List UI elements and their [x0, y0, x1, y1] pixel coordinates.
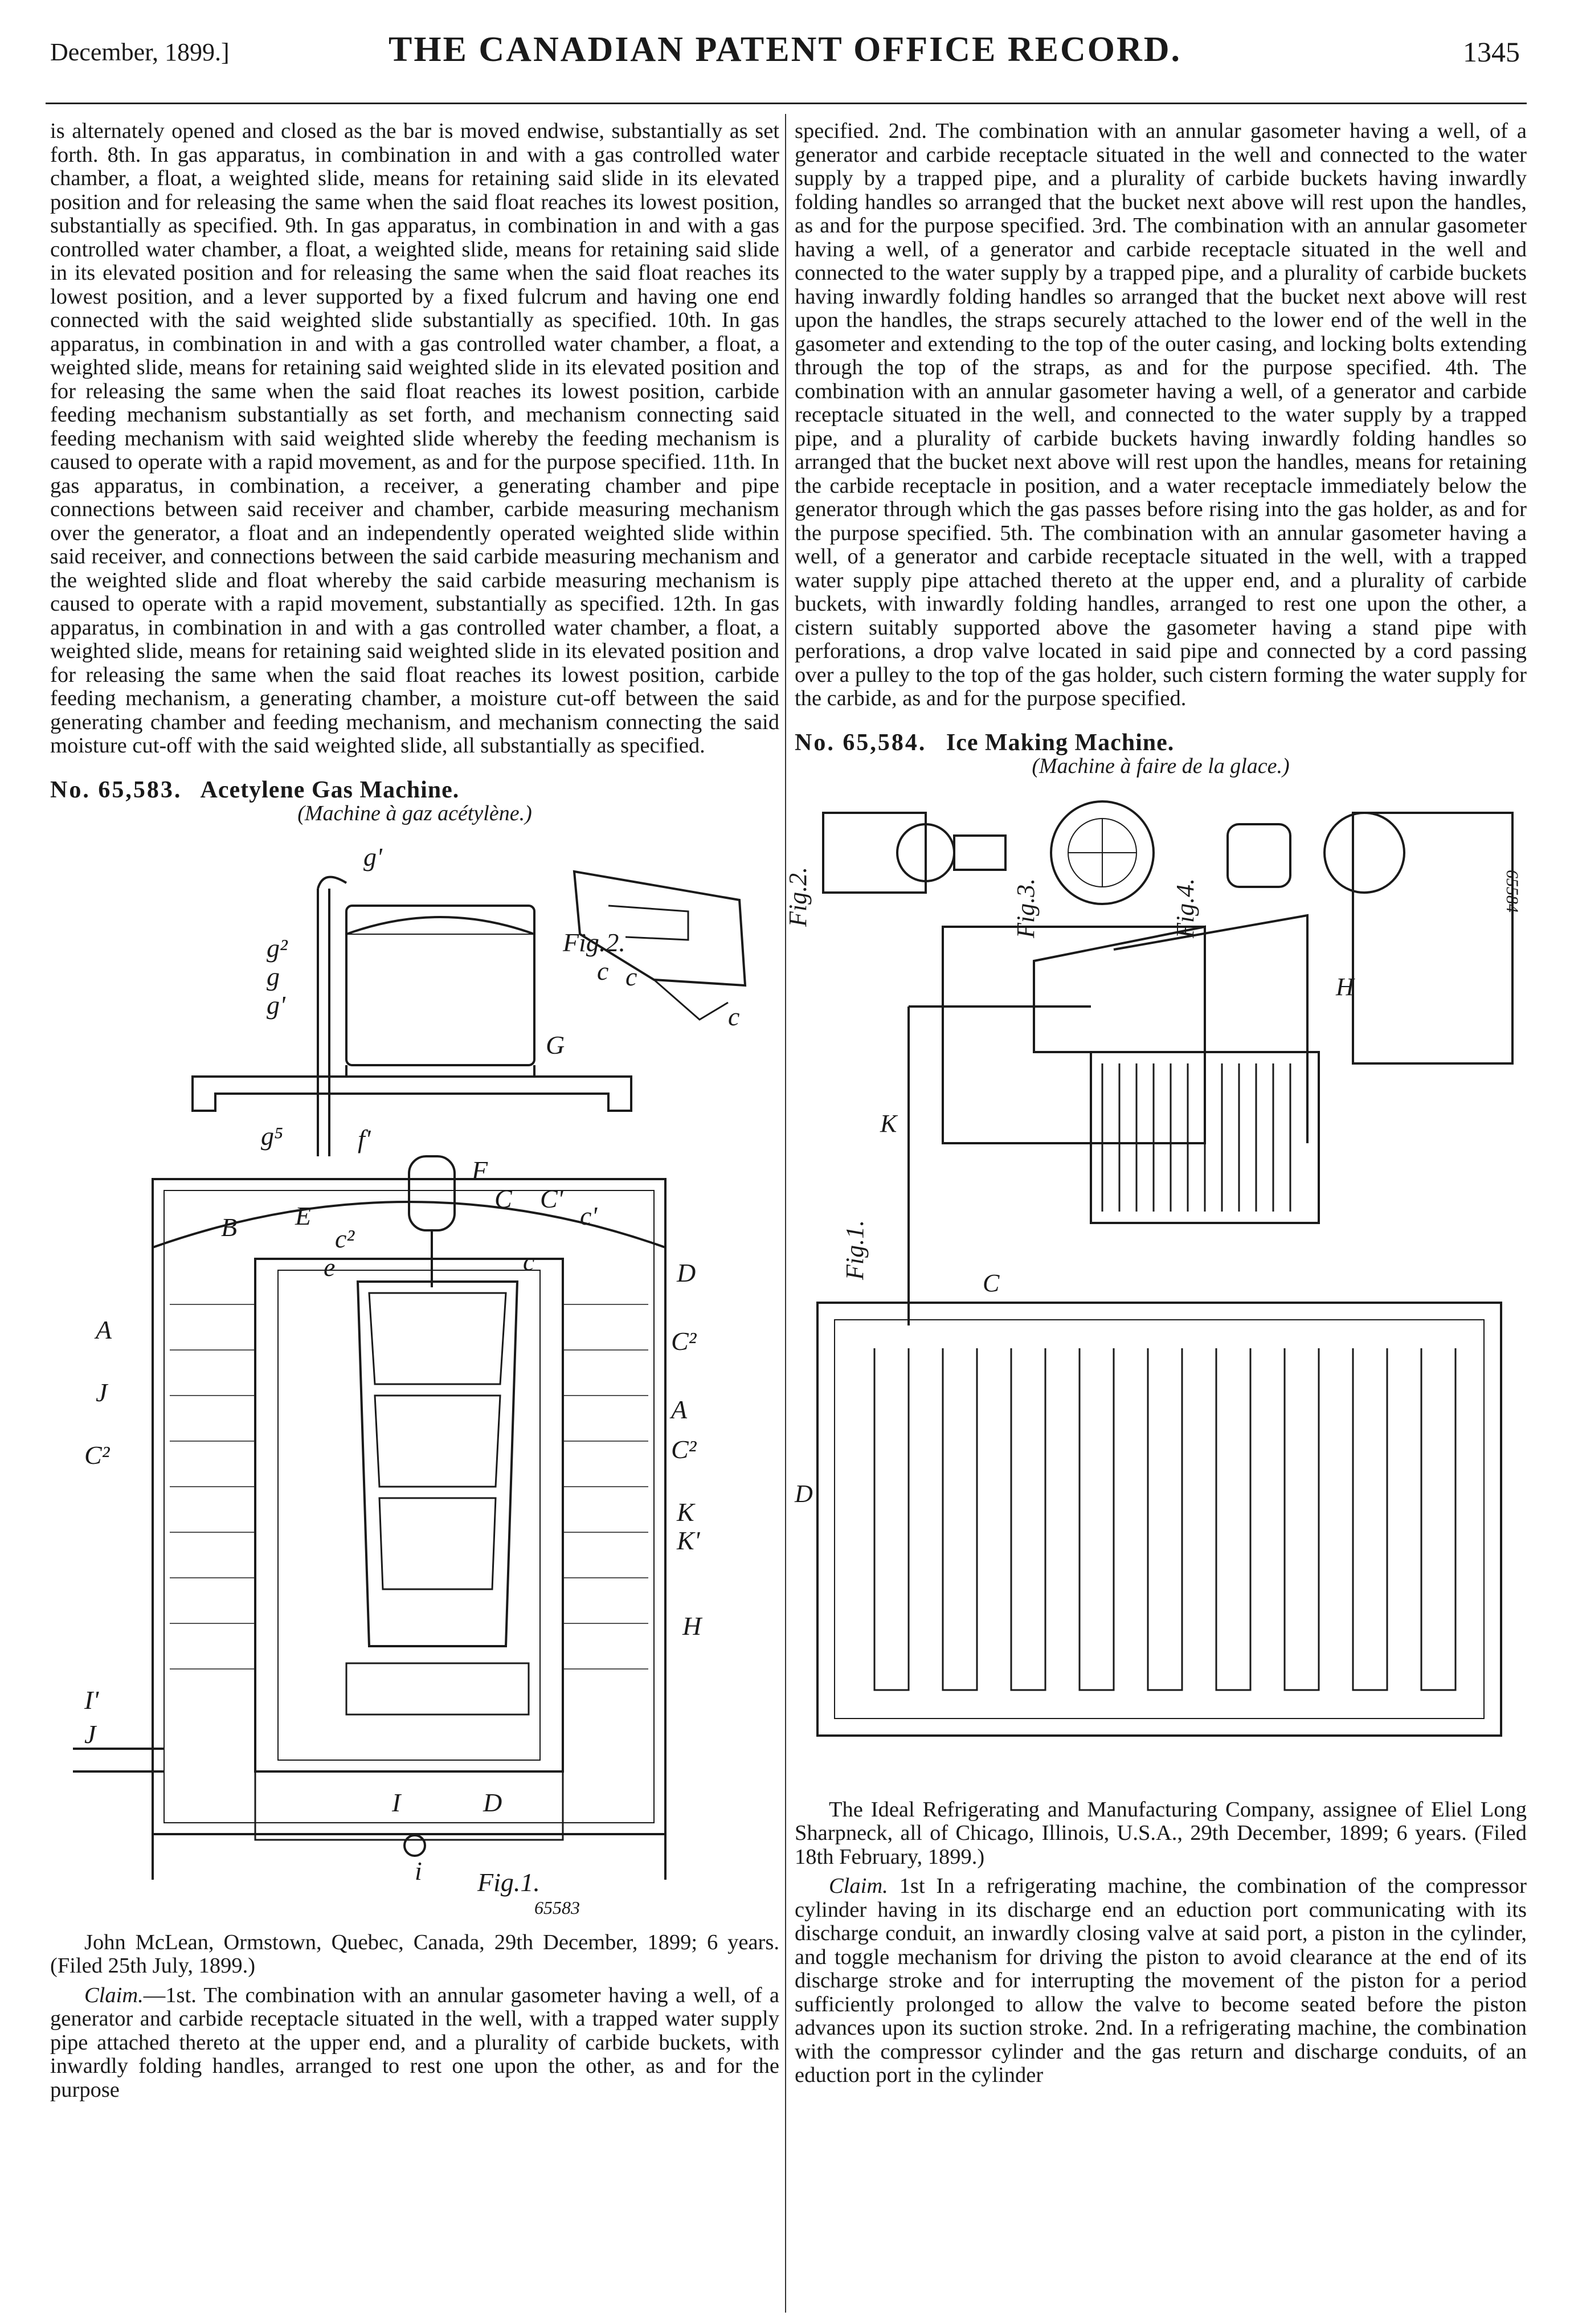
- fig-label-D: D: [677, 1258, 696, 1287]
- journal-title: THE CANADIAN PATENT OFFICE RECORD.: [388, 30, 1182, 69]
- patent-65583-number: No. 65,583.: [50, 776, 182, 803]
- left-column: [50, 120, 779, 2102]
- fig-label-J-b: J: [84, 1719, 96, 1749]
- left-continued-text: is alternately opened and closed as the bar is moved endwise, substantially as set forth. 8th. In gas apparatus, in combination in and with a gas controlled water chamber, a float, a weighted slide, means for retaining said slide in its elevated position and for releasing the same when the said float reaches its lowest position, substantially as specified. 9th. In gas apparatus, in combination in and with a gas controlled water chamber, a float, a weighted slide, means for retaining said slide in its elevated position and for releasing the same when the said float reaches its lowest position, and a lever supported by a fixed fulcrum and having one end connected with the said weighted slide substantially as specified. 10th. In gas apparatus, in combination in and with a gas controlled water chamber, a float, a weighted slide, means for retaining said weighted slide in its elevated position and for releasing the same when the said float reaches its lowest position, carbide feeding mechanism substantially as set forth, and mechanism connecting said feeding mechanism with said weighted slide whereby the feeding mechanism is caused to operate with a rapid movement, as and for the purpose specified. 11th. In gas apparatus, in combination, a receiver, a generating chamber and pipe connections between said receiver and chamber, carbide measuring mechanism over the generator, a float and an independently operated weighted slide within said receiver, and connections between the said carbide measuring mechanism and the weighted slide and float whereby the said carbide measuring mechanism is caused to operate with a rapid movement, substantially as specified. 12th. In gas apparatus, in combination in and with a gas controlled water chamber, a float, a weighted slide, means for retaining said weighted slide in its elevated position and for releasing the same when the said float reaches its lowest position, carbide feeding mechanism, a generating chamber, a moisture cut-off between the said generating chamber and feeding mechanism, and mechanism connecting the said moisture cut-off with the said weighted slide, all substantially as specified.: [50, 119, 779, 758]
- ice-fig-label-D: D: [795, 1479, 813, 1508]
- fig-label-C2-b: C²: [84, 1440, 110, 1470]
- patent-65584-applicant: The Ideal Refrigerating and Manufacturing Company, assignee of Eliel Long Sharpneck, all of Chicago, Illinois, U.S.A., 29th December, 1899; 6 years. (Filed 18th February, 1899.): [795, 1797, 1527, 1869]
- fig-label-K1: K': [677, 1525, 700, 1555]
- ice-fig-label-fig4: Fig.4.: [1171, 878, 1199, 938]
- fig-number-mark: 65583: [534, 1897, 580, 1918]
- fig-label-J: J: [96, 1377, 108, 1407]
- patent-65584-heading: [795, 731, 1527, 755]
- patent-65583-title: Acetylene Gas Machine.: [200, 776, 460, 803]
- patent-65583-claim: [50, 1984, 779, 2102]
- fig-label-c-d: c: [523, 1246, 535, 1276]
- fig-label-A: A: [96, 1315, 112, 1344]
- patent-65584-claim-label: Claim.: [829, 1874, 888, 1898]
- fig-label-G: G: [546, 1030, 565, 1059]
- page-number: 1345: [1463, 36, 1520, 68]
- fig-label-H: H: [682, 1611, 702, 1640]
- patent-65584-claim: [795, 1875, 1527, 2088]
- fig-label-C2-c: C²: [671, 1434, 697, 1464]
- ice-fig-label-fig1: Fig.1.: [841, 1220, 869, 1280]
- patent-65583-applicant: John McLean, Ormstown, Quebec, Canada, 29th December, 1899; 6 years. (Filed 25th July, 1899.): [50, 1930, 779, 1978]
- fig-label-I1: I': [84, 1685, 99, 1715]
- acetylene-machine-figure: [50, 837, 779, 1920]
- fig-label-C: C: [494, 1184, 512, 1213]
- patent-65584-french-title: (Machine à faire de la glace.): [1032, 754, 1290, 778]
- fig-label-K: K: [677, 1497, 694, 1527]
- right-column: [784, 119, 1527, 2088]
- patent-65583-french-title: (Machine à gaz acétylène.): [297, 801, 532, 825]
- fig-label-g5: g⁵: [261, 1121, 283, 1151]
- ice-machine-drawing: [784, 790, 1527, 1787]
- fig-label-g: g: [267, 961, 280, 991]
- page-header: [50, 27, 1520, 79]
- fig-label-i: i: [415, 1856, 422, 1885]
- fig-label-D-b: D: [483, 1787, 502, 1817]
- patent-65583-heading: [50, 776, 779, 803]
- fig-label-F: F: [472, 1155, 488, 1185]
- fig-label-C1: C': [540, 1184, 563, 1213]
- fig-label-fig1: Fig.1.: [477, 1867, 540, 1897]
- acetylene-machine-drawing: [50, 837, 779, 1920]
- fig-label-g1: g': [363, 842, 382, 872]
- fig-label-c2: c²: [335, 1224, 355, 1253]
- fig-label-c1: c': [580, 1201, 598, 1230]
- fig-label-C2-a: C²: [671, 1326, 697, 1356]
- ice-fig-label-H: H: [1336, 972, 1354, 1001]
- fig-label-B: B: [221, 1212, 238, 1242]
- fig-label-g2: g²: [267, 933, 288, 963]
- ice-machine-figure: [784, 790, 1527, 1787]
- fig-label-I: I: [392, 1787, 401, 1817]
- ice-fig-label-fig3: Fig.3.: [1012, 878, 1040, 938]
- header-date: December, 1899.]: [50, 38, 230, 66]
- ice-fig-label-K: K: [880, 1109, 897, 1138]
- fig-label-A-b: A: [671, 1394, 688, 1424]
- fig-label-g1b: g': [267, 990, 285, 1020]
- header-rule: [46, 103, 1527, 104]
- ice-fig-label-C: C: [983, 1269, 1000, 1297]
- fig-label-c-c: c: [728, 1001, 740, 1031]
- fig-label-f1: f': [358, 1124, 371, 1153]
- right-continued-text: specified. 2nd. The combination with an annular gasometer having a well, of a generator and carbide receptacle situated in the well and connected to the water supply by a trapped pipe, and a plurality of carbide buckets having inwardly folding handles so arranged that the bucket next above will rest upon the handles, as and for the purpose specified. 3rd. The combination with an annular gasometer having a well, of a generator and carbide receptacle situated in the well and connected to the water supply by a trapped pipe, and a plurality of carbide buckets having inwardly folding handles so arranged that the bucket next above will rest upon the handles, the straps securely attached to the lower end of the well in the gasometer and extending to the top of the outer casing, and locking bolts extending through the top of the straps, as and for the purpose specified. 4th. The combination with an annular gasometer having a well, of a generator and carbide receptacle situated in the well, and connected to the water supply by a trapped pipe, and a plurality of carbide buckets having inwardly folding handles so arranged that the bucket next above will rest upon the handles, means for retaining the carbide receptacle in position, and a water receptacle immediately below the generator through which the gas passes before rising into the gas holder, as and for the purpose specified. 5th. The combination with an annular gasometer having a well, of a generator and carbide receptacle situated in the well, with a trapped water supply pipe attached thereto at the upper end, and a plurality of carbide buckets, with inwardly folding handles, arranged to rest one upon the other, a cistern suitably supported above the gasometer having a stand pipe with perforations, a drop valve located in said pipe and connected by a cord passing over a pulley to the top of the gas holder, such cistern forming the water supply for the carbide, as and for the purpose specified.: [795, 119, 1527, 710]
- patent-65584-title: Ice Making Machine.: [946, 729, 1175, 756]
- fig-label-fig2: Fig.2.: [563, 927, 625, 957]
- ice-fig-label-fig2: Fig.2.: [784, 866, 812, 927]
- ice-fig-number-mark: 65584: [1503, 869, 1522, 913]
- fig-label-e: e: [324, 1252, 336, 1282]
- column-divider: [785, 114, 786, 2313]
- patent-65584-number: No. 65,584.: [795, 729, 927, 756]
- fig-label-E: E: [295, 1201, 312, 1230]
- fig-label-c-b: c: [625, 961, 637, 991]
- patent-65583-claim-label: Claim.: [84, 1983, 144, 2007]
- patent-65584-claim-text: 1st In a refrigerating machine, the combination of the compressor cylinder having in its discharge end an eduction port communicating with its discharge conduit, an inwardly closing valve at said port, a piston in the cylinder, and toggle mechanism for driving the piston to avoid clearance at the end of its discharge stroke and for interrupting the movement of the piston for a period sufficiently prolonged to allow the valve to become seated before the piston advances upon its suction stroke. 2nd. In a refrigerating machine, the combination with the compressor cylinder and the gas return and discharge conduits, of an eduction port in the cylinder: [795, 1874, 1527, 2087]
- patent-65583-claim-text: —1st. The combination with an annular gasometer having a well, of a generator and carbide receptacle situated in the well, with a trapped water supply pipe attached thereto at the upper end, and a plurality of carbide buckets, with inwardly folding handles, arranged to rest one upon the other, as and for the purpose: [50, 1983, 779, 2102]
- fig-label-c-a: c: [597, 956, 609, 985]
